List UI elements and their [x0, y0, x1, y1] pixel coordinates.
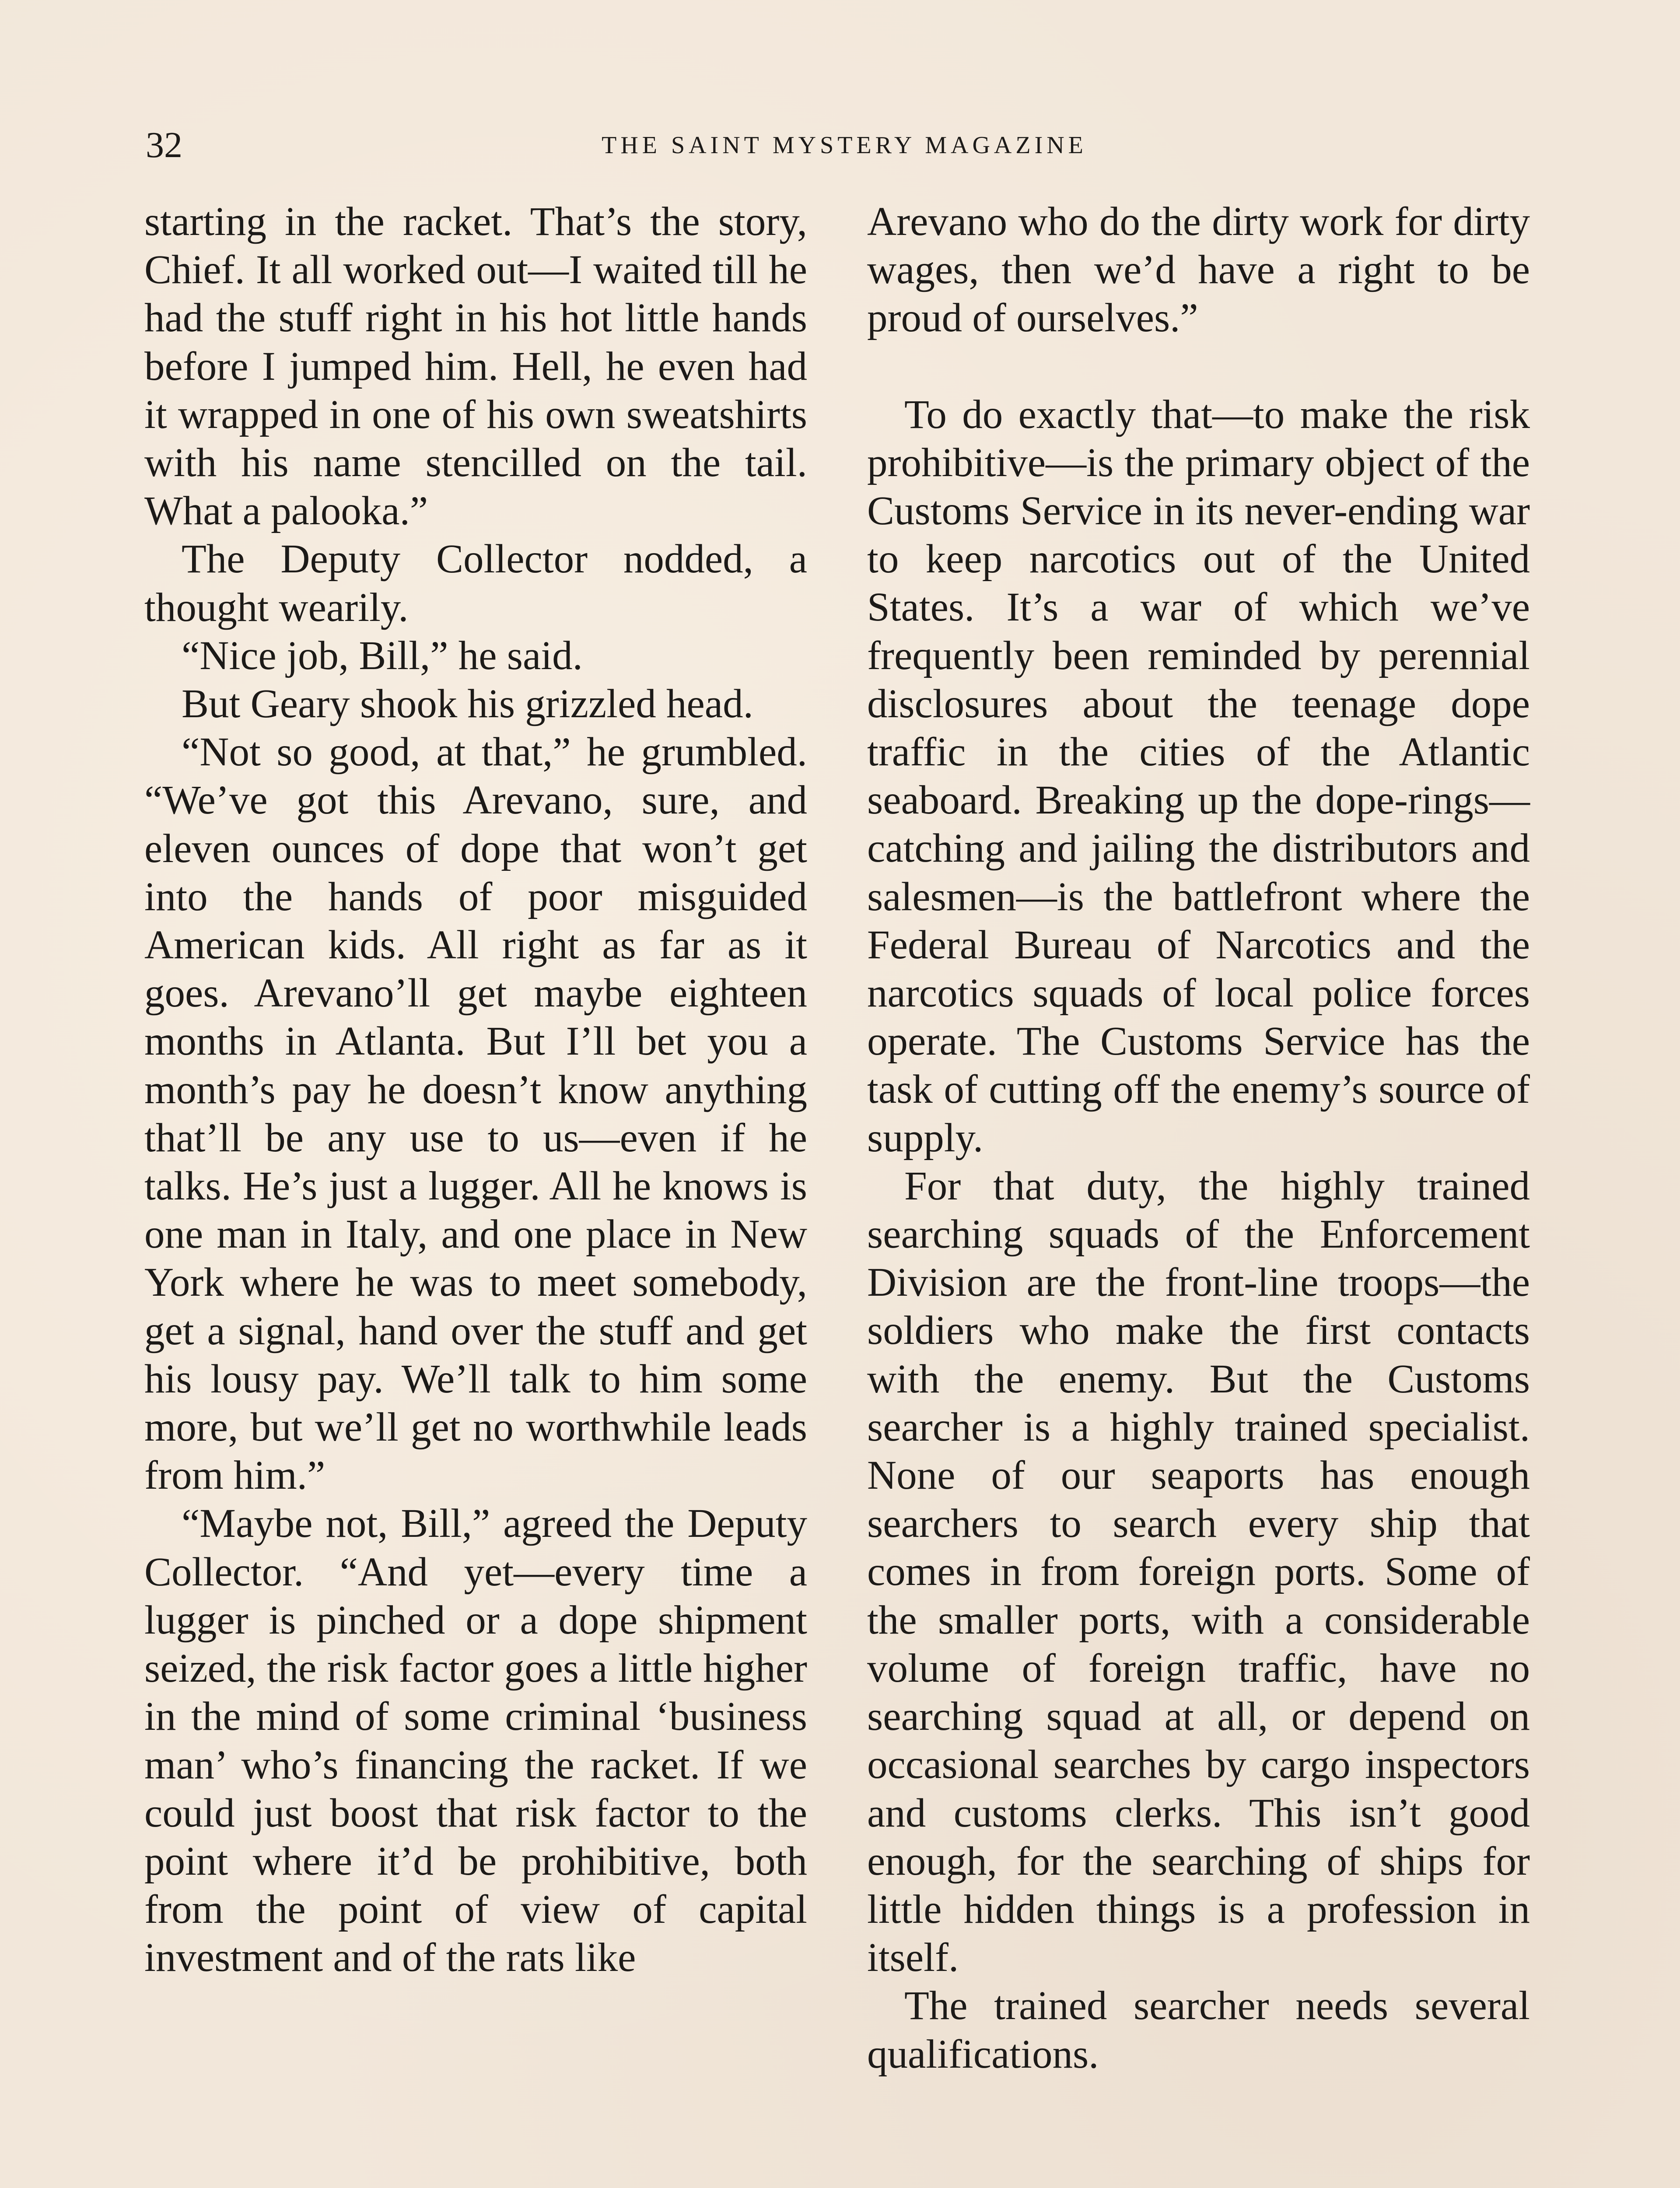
paragraph: “Maybe not, Bill,” agreed the Deputy Collector. “And yet—every time a lugger is pinched or a dope shipment seized, the risk factor goes a little higher in the mind of some criminal ‘business man’ who’s financing the racket. If we could just boost that risk factor to the point where it’d be prohibitive, both from the point of view of capital investment and of the rats like	[144, 1501, 807, 1981]
running-title: THE SAINT MYSTERY MAGAZINE	[602, 132, 1087, 159]
paragraph: The trained searcher needs several qualifications.	[867, 1983, 1530, 2077]
right-column	[867, 198, 1530, 2079]
paragraph: For that duty, the highly trained searching squads of the Enforcement Division are the front-line troops—the soldiers who make the first contacts with the enemy. But the Customs searcher is a highly trained specialist. None of our seaports has enough searchers to search every ship that comes in from foreign ports. Some of the smaller ports, with a considerable volume of foreign traffic, have no searching squad at all, or depend on occasional searches by cargo inspectors and customs clerks. This isn’t good enough, for the searching of ships for little hidden things is a profession in itself.	[867, 1163, 1530, 1981]
paragraph: “Nice job, Bill,” he said.	[182, 633, 583, 678]
paragraph: To do exactly that—to make the risk prohibitive—is the primary object of the Customs Service in its never-ending war to keep narcotics out of the United States. It’s a war of which we’ve frequently been reminded by perennial disclosures about the teenage dope traffic in the cities of the Atlantic seaboard. Breaking up the dope-rings—catching and jailing the distributors and salesmen—is the battlefront where the Federal Bureau of Narcotics and the narcotics squads of local police forces operate. The Customs Service has the task of cutting off the enemy’s source of supply.	[867, 392, 1530, 1161]
left-column	[144, 198, 807, 1982]
page-number: 32	[146, 125, 182, 165]
paragraph: “Not so good, at that,” he grumbled. “We’ve got this Arevano, sure, and eleven ounces of dope that won’t get into the hands of poor misguided American kids. All right as far as it goes. Arevano’ll get maybe eighteen months in Atlanta. But I’ll bet you a month’s pay he doesn’t know anything that’ll be any use to us—even if he talks. He’s just a lugger. All he knows is one man in Italy, and one place in New York where he was to meet somebody, get a signal, hand over the stuff and get his lousy pay. We’ll talk to him some more, but we’ll get no worthwhile leads from him.”	[144, 729, 807, 1498]
paragraph: The Deputy Collector nodded, a thought wearily.	[144, 536, 807, 630]
paragraph: But Geary shook his grizzled head.	[182, 681, 753, 727]
paragraph: Arevano who do the dirty work for dirty wages, then we’d have a right to be proud of ourselves.”	[867, 199, 1530, 341]
paragraph: starting in the racket. That’s the story, Chief. It all worked out—I waited till he had the stuff right in his hot little hands before I jumped him. Hell, he even had it wrapped in one of his own sweatshirts with his name stencilled on the tail. What a palooka.”	[144, 199, 807, 534]
